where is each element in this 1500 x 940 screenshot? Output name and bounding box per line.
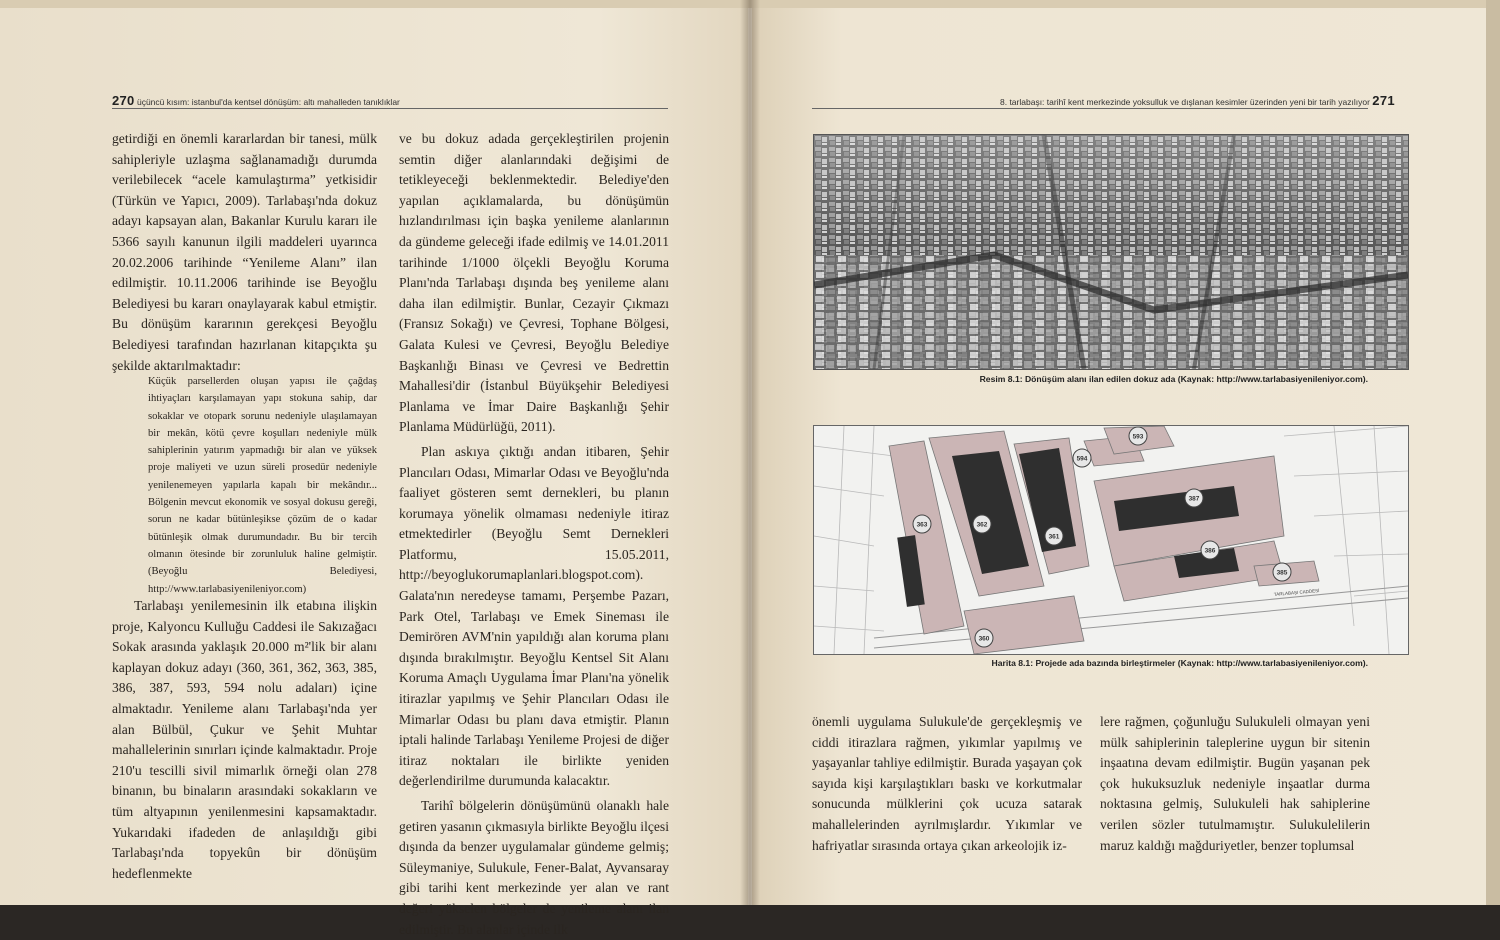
left-column-1 xyxy=(112,129,377,376)
left-header-rule xyxy=(112,108,668,109)
left-page-number: 270 xyxy=(112,93,135,108)
map-street-label: TARLABAŞI CADDESİ xyxy=(1273,588,1320,597)
left-column-2 xyxy=(399,129,669,940)
left-running-head-text: üçüncü kısım: istanbul'da kentsel dönüşüm: altı mahalleden tanıklıklar xyxy=(136,97,400,107)
right-header-rule xyxy=(812,108,1368,109)
map-caption: Harita 8.1: Projede ada bazında birleştirmeler (Kaynak: http://www.tarlabasiyenileniyor.com). xyxy=(991,658,1368,668)
map-label-594: 594 xyxy=(1076,455,1088,463)
page-right-edge xyxy=(1486,0,1500,924)
right-running-header xyxy=(1000,93,1395,108)
aerial-photo-image xyxy=(814,135,1408,369)
map-label-385: 385 xyxy=(1276,569,1288,577)
paragraph-objections: Plan askıya çıktığı andan itibaren, Şehir Plancıları Odası, Mimarlar Odası ve Beyoğlu'nda faaliyet gösteren semt dernekleri, bu planın korumaya yönelik olmaması nedeniyle itiraz etmektedirler (Beyoğlu Semt Dernekleri Platformu, 15.05.2011, http://beyoglukorumaplanlari.blogspot.com). Galata'nın neredeyse tamamı, Perşembe Pazarı, Park Otel, Tarlabaşı ve Emek Sineması ile Demirören AVM'nin yapıldığı alan koruma planı dışında bırakılmıştır. Beyoğlu Kentsel Sit Alanı Koruma Amaçlı Uygulama İmar Planı'na yönelik itirazlar yapılmış ve Şehir Plancıları Odası ile Mimarlar Odası bu planı dava etmiştir. Planın iptali halinde Tarlabaşı Yenileme Projesi de diğer itiraz noktaları ile birlikte yeniden değerlendirilme durumunda kalacaktır. xyxy=(399,443,669,789)
left-column-1-body xyxy=(112,596,377,884)
map-label-387: 387 xyxy=(1188,495,1200,503)
map-label-360: 360 xyxy=(978,635,990,643)
block-quote: Küçük parsellerden oluşan yapısı ile çağdaş ihtiyaçları karşılamayan yapı stokuna sahip, dar sokaklar ve otopark sorunu nedeniyle ulaşılamayan bir mekân, kötü çevre koşulları nedeniyle mülk sahiplerinin yatırım yapmadığı bir alan ve yüksek proje maliyeti ve uzun süreli prosedür nedeniyle yenilenemeyen yapılarla kapalı bir mekândır... Bölgenin mevcut ekonomik ve sosyal dokusu gereği, sorun ne kadar bütünleşikse çözüm de o kadar bütünleşik olmak durumundadır. Bu bir tercih olmanın ötesinde bir zorunluluk haline gelmiştir. (Beyoğlu Belediyesi, http://www.tarlabasiyenileniyor.com) xyxy=(148,376,377,595)
photo-caption: Resim 8.1: Dönüşüm alanı ilan edilen dokuz ada (Kaynak: http://www.tarlabasiyenileniyor.com). xyxy=(979,374,1368,384)
paragraph-project: Tarlabaşı yenilemesinin ilk etabına ilişkin proje, Kalyoncu Kulluğu Caddesi ile Sakızağacı Sokak arasında yaklaşık 20.000 m²'lik bir alanı kaplayan dokuz adayı (360, 361, 362, 363, 385, 386, 387, 593, 594 nolu adaları) içine almaktadır. Yenileme alanı Tarlabaşı'nda yer alan Bülbül, Çukur ve Şehit Muhtar mahallelerinin sınırları içinde kalmaktadır. Proje 210'u tescilli sivil mimarlık örneği olan 278 binanın, bu binaların arasındaki sokakların ve tüm altyapının yenilenmesini kapsamaktadır. Yukarıdaki ifadeden de anlaşıldığı gibi Tarlabaşı'nda topyekûn bir dönüşüm hedeflenmekte xyxy=(112,598,377,881)
paragraph-plan: ve bu dokuz adada gerçekleştirilen projenin semtin diğer alanlarındaki değişimi de tetikleyeceği beklenmektedir. Belediye'den yapılan açıklamalarda, bu dönüşümün hızlandırılması için başka yenileme alanlarının da gündeme geleceği ifade edilmiş ve 14.01.2011 tarihinde 1/1000 ölçekli Beyoğlu Koruma Planı'nda Tarlabaşı dışında beş yenileme alanı daha ilan edilmiştir. Bunlar, Cezayir Çıkmazı (Fransız Sokağı) ve Çevresi, Tophane Bölgesi, Galata Kulesi ve Çevresi, Beyoğlu Belediye Başkanlığı Binası ve Çevresi ve Bedrettin Mahallesi'dir (İstanbul Büyükşehir Belediyesi Planlama ve İmar Daire Başkanlığı Şehir Planlama Müdürlüğü, 2011). xyxy=(399,131,669,435)
book-gutter xyxy=(740,0,760,924)
right-running-head-text: 8. tarlabaşı: tarihî kent merkezinde yoksulluk ve dışlanan kesimler üzerinden yeni bir tarih yazılıyor xyxy=(1000,97,1370,107)
right-column-2 xyxy=(1100,712,1370,856)
paragraph-sulukule-2: lere rağmen, çoğunluğu Sulukuleli olmayan yeni mülk sahiplerinin taleplerine uygun bir sitenin inşaatına devam edilmiştir. Bugün yaşanan pek çok hukuksuzluk nedeniyle inşaatlar durma noktasına gelmiş, Sulukuleli hak sahiplerine verilen sözler tutulmamıştır. Sulukulelilerin maruz kaldığı mağduriyetler, benzer toplumsal xyxy=(1100,714,1370,853)
paragraph-sulukule-1: önemli uygulama Sulukule'de gerçekleşmiş ve ciddi itirazlara rağmen, yıkımlar yapılmış ve yaşayanlar tahliye edilmiştir. Burada yaşayan çok sayıda kişi karşılaştıkları baskı ve korkutmalar sonucunda mülklerini çok ucuza satarak mahallelerinden ayrılmışlardır. Yıkımlar ve hafriyatlar sırasında ortaya çıkan arkeolojik iz- xyxy=(812,714,1082,853)
paragraph-historic-areas: Tarihî bölgelerin dönüşümünü olanaklı hale getiren yasanın çıkmasıyla birlikte Beyoğlu ilçesi dışında da benzer uygulamalar gündeme gelmiş; Süleymaniye, Sulukule, Fener-Balat, Ayvansaray gibi tarihi kent merkezinde yer alan ve rant değeri yükselen bölgeler de yenileme alanı ilan edilmiştir. Bu alanlar içinde ilk xyxy=(399,798,669,937)
aerial-photo xyxy=(813,134,1409,370)
map-label-362: 362 xyxy=(976,521,988,529)
project-map-drawing xyxy=(814,426,1408,654)
page-bottom-edge xyxy=(0,905,1500,924)
left-running-header xyxy=(112,93,400,108)
project-map xyxy=(813,425,1409,655)
right-page-number: 271 xyxy=(1372,93,1395,108)
map-label-386: 386 xyxy=(1204,547,1216,555)
map-label-361: 361 xyxy=(1048,533,1060,541)
right-column-1 xyxy=(812,712,1082,856)
map-label-593: 593 xyxy=(1132,433,1144,441)
paragraph-intro: getirdiği en önemli kararlardan bir tanesi, mülk sahipleriyle uzlaşma sağlanamadığı durumda verilebilecek “acele kamulaştırma” yetkisidir (Türkün ve Yapıcı, 2009). Tarlabaşı'nda dokuz adayı kapsayan alan, Bakanlar Kurulu kararı ile 5366 sayılı kanunun ilgili maddeleri uyarınca 20.02.2006 tarihinde “Yenileme Alanı” ilan edilmiştir. 10.11.2006 tarihinde ise Beyoğlu Belediyesi bu kararı onaylayarak kabul etmiştir. Bu dönüşüm kararının gerekçesi Beyoğlu Belediyesi tarafından hazırlanan kitapçıkta şu şekilde aktarılmaktadır: xyxy=(112,131,377,373)
map-label-363: 363 xyxy=(916,521,928,529)
